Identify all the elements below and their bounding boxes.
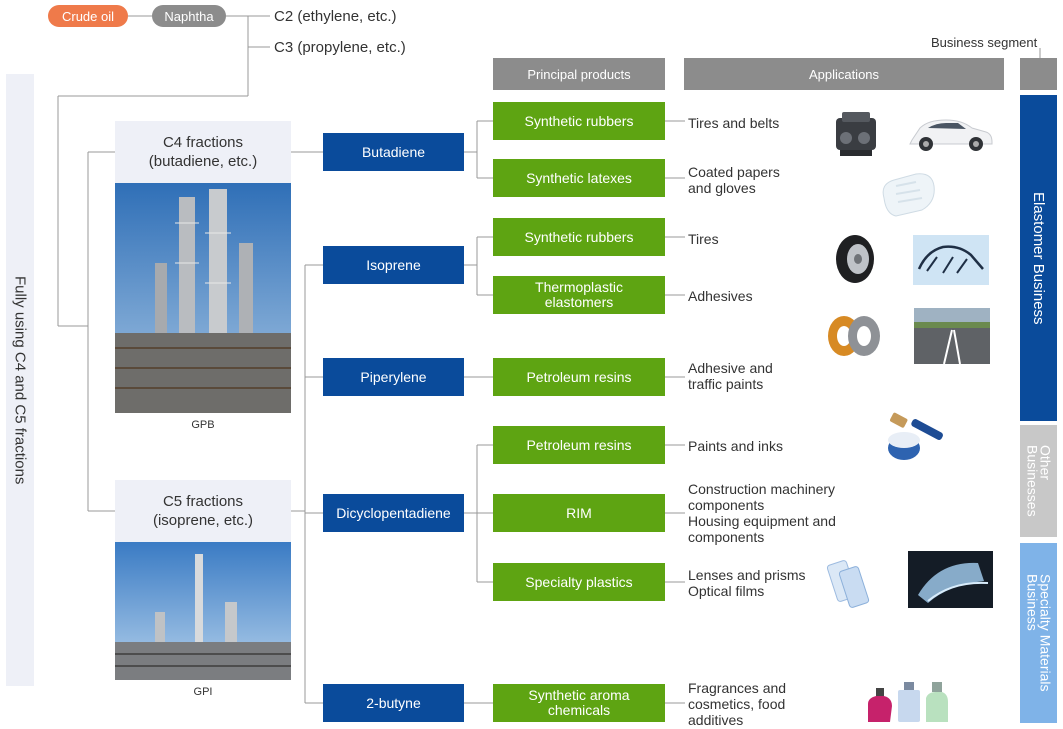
- segment-other-businesses: [1020, 425, 1057, 537]
- business-segment-header: [1020, 58, 1057, 90]
- product-label-line1: Synthetic aroma: [528, 687, 630, 703]
- left-band-label: Fully using C4 and C5 fractions: [11, 275, 29, 485]
- c5-plant-photo: [115, 542, 291, 680]
- c4-line1: C4 fractions: [162, 134, 244, 151]
- crude-oil-label: Crude oil: [61, 8, 115, 24]
- product-label-line2: chemicals: [547, 702, 611, 718]
- tape-roll-icon: [824, 314, 882, 358]
- applications-header: [684, 58, 1004, 90]
- app-fragrances: [688, 680, 786, 728]
- segment-specialty-materials-business: [1020, 543, 1057, 723]
- app-paints-inks: Paints and inks: [688, 438, 783, 454]
- piperylene-box: [323, 358, 464, 396]
- road-icon: [914, 308, 990, 364]
- app-line: traffic paints: [688, 376, 764, 392]
- c4-plant-photo: [115, 183, 291, 413]
- product-label: Petroleum resins: [526, 368, 632, 385]
- segment-line1: Specialty Materials: [1037, 574, 1054, 692]
- lens-icon: [826, 556, 872, 610]
- product-label: Synthetic rubbers: [524, 112, 634, 129]
- app-line: Lenses and prisms: [688, 567, 806, 583]
- paint-can-icon: [882, 408, 954, 464]
- product-label: Synthetic latexes: [526, 169, 632, 186]
- app-tires-belts: Tires and belts: [688, 115, 780, 131]
- app-lenses: [688, 567, 806, 599]
- app-line: Construction machinery: [688, 481, 836, 497]
- naphtha-label: Naphtha: [164, 8, 214, 24]
- butadiene-box: [323, 133, 464, 171]
- app-construction: [688, 481, 836, 545]
- left-band: [6, 74, 34, 686]
- piperylene-label: Piperylene: [360, 369, 427, 385]
- product-specialty-plastics: [493, 563, 665, 601]
- product-synthetic-rubbers-2: [493, 218, 665, 256]
- app-adhesives: Adhesives: [688, 288, 753, 304]
- app-line: and gloves: [688, 180, 756, 196]
- product-label: RIM: [566, 504, 592, 521]
- app-line: Housing equipment and: [688, 513, 836, 529]
- glove-icon: [876, 168, 940, 220]
- app-line: cosmetics, food: [688, 696, 786, 712]
- adhesive-sign-icon: [913, 235, 989, 285]
- isoprene-box: [323, 246, 464, 284]
- product-thermoplastic-elastomers: [493, 276, 665, 314]
- product-synthetic-aroma-chemicals: [493, 684, 665, 722]
- app-line: components: [688, 529, 765, 545]
- applications-label: Applications: [808, 66, 880, 82]
- c5-line1: C5 fractions: [162, 493, 244, 510]
- segment-label: Elastomer Business: [1030, 191, 1047, 325]
- business-segment-label: Business segment: [931, 35, 1038, 50]
- c3-label: C3 (propylene, etc.): [274, 39, 406, 56]
- product-label-line2: elastomers: [544, 294, 614, 310]
- app-line: components: [688, 497, 765, 513]
- tire-icon: [834, 234, 876, 284]
- product-petroleum-resins-1: [493, 358, 665, 396]
- c5-caption: GPI: [193, 686, 213, 698]
- optical-film-icon: [908, 551, 993, 608]
- app-line: additives: [688, 712, 744, 728]
- product-synthetic-rubbers-1: [493, 102, 665, 140]
- product-rim: [493, 494, 665, 532]
- c5-fractions-box: [115, 480, 291, 542]
- product-label: Petroleum resins: [526, 436, 632, 453]
- c5-line2: (isoprene, etc.): [152, 512, 254, 529]
- app-adhesive-traffic: [688, 360, 773, 392]
- product-petroleum-resins-2: [493, 426, 665, 464]
- segment-line1: Other: [1037, 445, 1054, 481]
- app-coated-papers: [688, 164, 780, 196]
- naphtha-pill: [152, 5, 226, 27]
- product-synthetic-latexes: [493, 159, 665, 197]
- app-line: Optical films: [688, 583, 765, 599]
- c4-fractions-box: [115, 121, 291, 183]
- segment-label: [1026, 574, 1052, 692]
- crude-oil-pill: [48, 5, 128, 27]
- segment-line2: Business: [1024, 574, 1041, 632]
- butadiene-label: Butadiene: [361, 144, 426, 160]
- isoprene-label: Isoprene: [366, 257, 421, 273]
- car-icon: [906, 112, 994, 154]
- perfume-bottles-icon: [862, 676, 952, 724]
- segment-label: [1026, 445, 1052, 517]
- product-label-line1: Thermoplastic: [535, 279, 623, 295]
- butyne-box: [323, 684, 464, 722]
- principal-products-header: [493, 58, 665, 90]
- app-line: Coated papers: [688, 164, 780, 180]
- butyne-label: 2-butyne: [366, 695, 421, 711]
- app-line: Adhesive and: [688, 360, 773, 376]
- product-label: Synthetic rubbers: [524, 228, 634, 245]
- c4-line2: (butadiene, etc.): [148, 153, 258, 170]
- principal-products-label: Principal products: [527, 66, 631, 82]
- dicyclopentadiene-box: [323, 494, 464, 532]
- product-label: Specialty plastics: [525, 573, 633, 590]
- c4-caption: GPB: [191, 419, 215, 431]
- app-tires: Tires: [688, 231, 719, 247]
- segment-elastomer-business: [1020, 95, 1057, 421]
- c2-label: C2 (ethylene, etc.): [274, 8, 397, 25]
- app-line: Fragrances and: [688, 680, 787, 696]
- engine-icon: [830, 108, 882, 160]
- dicyclopentadiene-label: Dicyclopentadiene: [336, 505, 451, 521]
- segment-line2: Businesses: [1024, 445, 1041, 517]
